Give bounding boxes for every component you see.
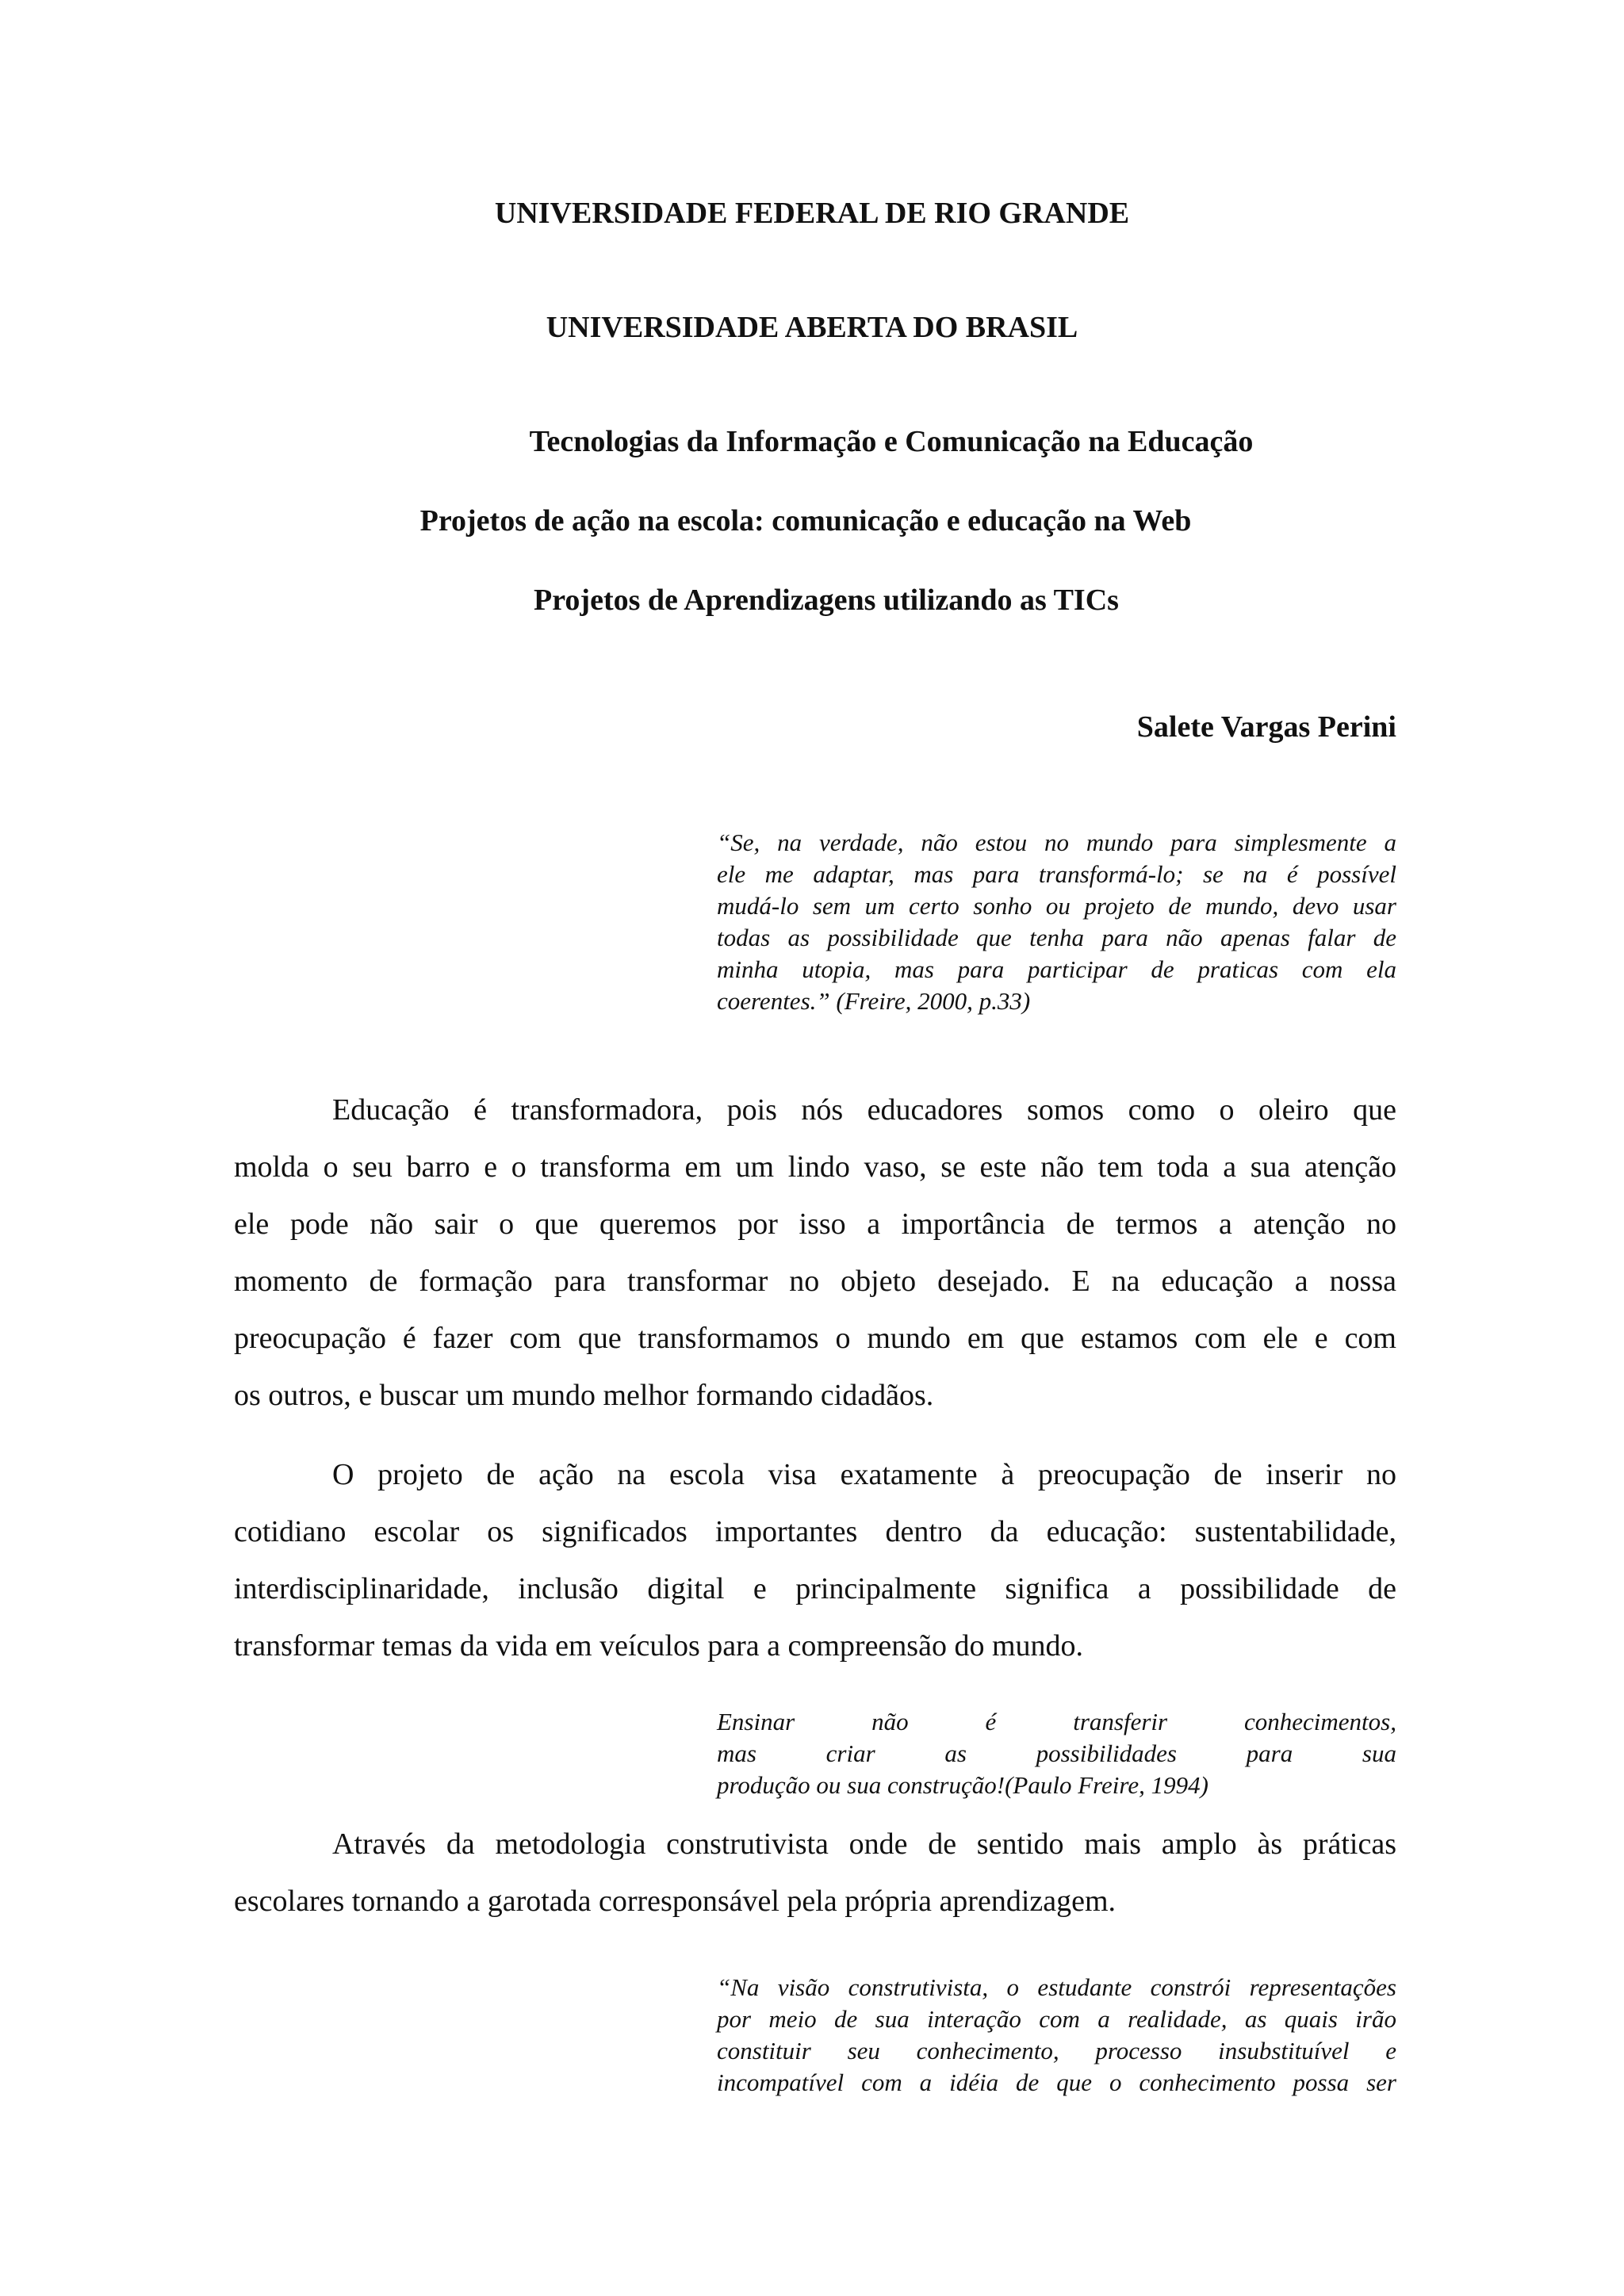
paragraph-line: momento de formação para transformar no objeto desejado. E na educação a nossa [234, 1265, 1396, 1298]
quote-line: Ensinar não é transferir conhecimentos, [717, 1708, 1396, 1735]
open-university-heading: UNIVERSIDADE ABERTA DO BRASIL [546, 311, 1078, 344]
paragraph-line: O projeto de ação na escola visa exatamente à preocupação de inserir no [332, 1458, 1396, 1491]
body-paragraph [234, 1446, 1396, 1674]
paragraph-line: ele pode não sair o que queremos por isso a importância de termos a atenção no [234, 1207, 1396, 1241]
author-name: Salete Vargas Perini [1136, 710, 1396, 744]
quote-line: por meio de sua interação com a realidade, as quais irão [717, 2005, 1396, 2033]
subtitle-heading: Projetos de Aprendizagens utilizando as TICs [534, 584, 1119, 617]
quote-line: mudá-lo sem um certo sonho ou projeto de mundo, devo usar [717, 892, 1396, 920]
quote-line: constituir seu conhecimento, processo insubstituível e [717, 2037, 1396, 2064]
quote-line: “Na visão construtivista, o estudante constrói representações [717, 1973, 1396, 2001]
freire-quote [717, 1706, 1396, 1801]
quote-line: coerentes.” (Freire, 2000, p.33) [717, 987, 1031, 1015]
project-heading: Projetos de ação na escola: comunicação e educação na Web [419, 504, 1192, 538]
paragraph-line: cotidiano escolar os significados importantes dentro da educação: sustentabilidade, [234, 1515, 1396, 1548]
quote-line: “Se, na verdade, não estou no mundo para simplesmente a [717, 828, 1396, 856]
quote-line: mas criar as possibilidades para sua [717, 1739, 1396, 1767]
paragraph-line: transformar temas da vida em veículos para a compreensão do mundo. [234, 1629, 1084, 1663]
quote-line: incompatível com a idéia de que o conhecimento possa ser [717, 2068, 1396, 2096]
body-paragraph [234, 1816, 1396, 1930]
quote-line: todas as possibilidade que tenha para não apenas falar de [717, 924, 1396, 951]
paragraph-line: preocupação é fazer com que transformamos o mundo em que estamos com ele e com [234, 1322, 1396, 1355]
paragraph-line: Educação é transformadora, pois nós educadores somos como o oleiro que [332, 1093, 1396, 1127]
epigraph-quote [717, 827, 1396, 1017]
quote-line: produção ou sua construção!(Paulo Freire, 1994) [717, 1771, 1208, 1799]
quote-line: ele me adaptar, mas para transformá-lo; se na é possível [717, 860, 1396, 888]
quote-line: minha utopia, mas para participar de praticas com ela [717, 955, 1396, 983]
course-heading: Tecnologias da Informação e Comunicação na Educação [529, 425, 1254, 458]
constructivist-quote [717, 1972, 1396, 2099]
paragraph-line: escolares tornando a garotada corresponsável pela própria aprendizagem. [234, 1885, 1116, 1918]
paragraph-line: os outros, e buscar um mundo melhor formando cidadãos. [234, 1379, 934, 1412]
body-paragraph [234, 1081, 1396, 1424]
paragraph-line: Através da metodologia construtivista onde de sentido mais amplo às práticas [332, 1827, 1396, 1861]
paragraph-line: interdisciplinaridade, inclusão digital e principalmente significa a possibilidade de [234, 1572, 1396, 1605]
university-heading: UNIVERSIDADE FEDERAL DE RIO GRANDE [494, 197, 1130, 230]
paragraph-line: molda o seu barro e o transforma em um lindo vaso, se este não tem toda a sua atenção [234, 1150, 1396, 1184]
